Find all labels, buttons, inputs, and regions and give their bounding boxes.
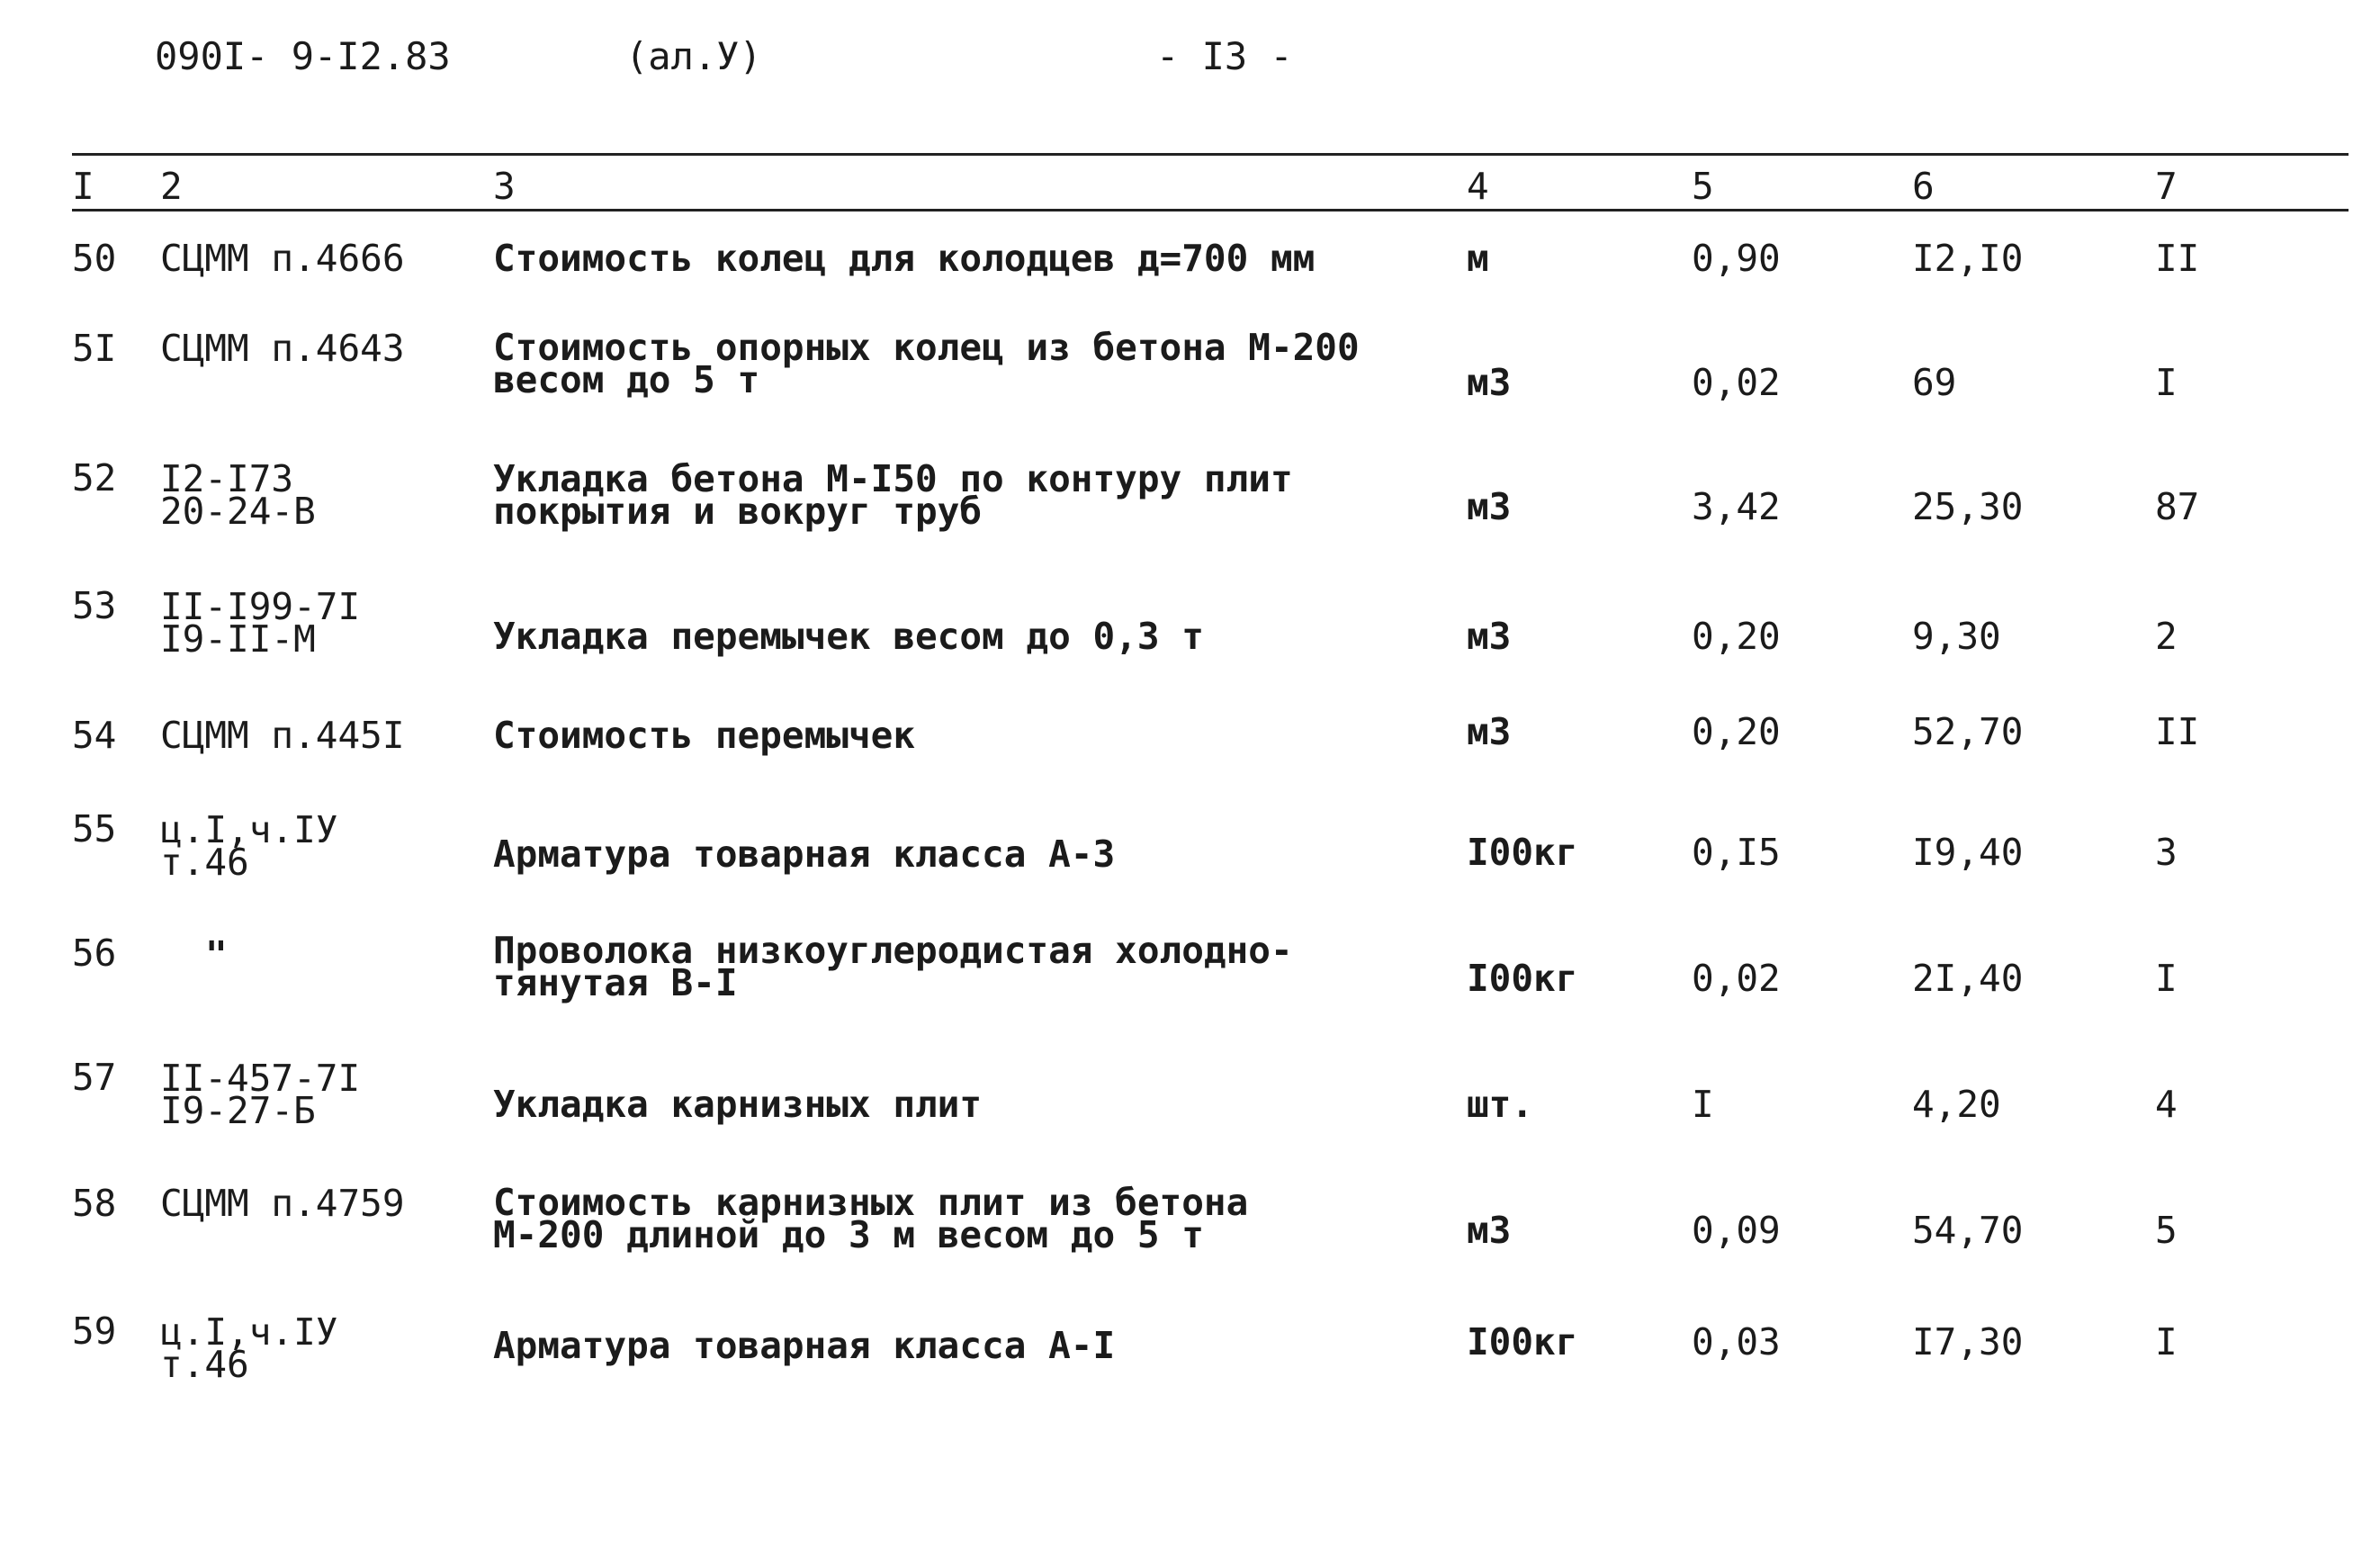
document-code: 090I- 9-I2.83 <box>155 34 451 78</box>
row-price: I2,I0 <box>1912 237 2024 280</box>
row-number: 5I <box>72 327 117 370</box>
row-unit: м <box>1467 237 1489 280</box>
row-unit: шт. <box>1467 1083 1534 1126</box>
row-total: 5 <box>2155 1209 2178 1252</box>
row-price: 69 <box>1912 361 1957 404</box>
row-description: Укладка перемычек весом до 0,3 т <box>493 615 1204 658</box>
row-quantity: 0,20 <box>1692 615 1781 658</box>
row-number: 57 <box>72 1056 117 1099</box>
row-price: 25,30 <box>1912 485 2024 528</box>
row-description: Стоимость карнизных плит из бетона М-200 длиной до 3 м весом до 5 т <box>493 1181 1249 1256</box>
row-number: 53 <box>72 584 117 627</box>
row-code: СЦММ п.4643 <box>160 327 405 370</box>
row-quantity: 0,03 <box>1692 1320 1781 1364</box>
row-total: 4 <box>2155 1083 2178 1126</box>
row-unit: м3 <box>1467 485 1512 528</box>
row-code: II-457-7I I9-27-Б <box>160 1057 361 1132</box>
row-number: 54 <box>72 714 117 757</box>
row-total: II <box>2155 237 2200 280</box>
row-price: 9,30 <box>1912 615 2001 658</box>
row-total: 3 <box>2155 831 2178 874</box>
row-unit: I00кг <box>1467 1320 1578 1364</box>
row-code: ц.I,ч.IУ т.46 <box>160 1310 338 1386</box>
column-header-4: 4 <box>1467 165 1489 208</box>
row-description: Укладка бетона М-I50 по контуру плит покрытия и вокруг труб <box>493 457 1293 533</box>
row-quantity: 0,02 <box>1692 957 1781 1000</box>
row-quantity: 0,90 <box>1692 237 1781 280</box>
page-number: - I3 - <box>1156 34 1293 78</box>
row-total: I <box>2155 361 2178 404</box>
row-quantity: I <box>1692 1083 1714 1126</box>
row-price: I7,30 <box>1912 1320 2024 1364</box>
row-code: СЦММ п.4666 <box>160 237 405 280</box>
row-code: II-I99-7I I9-II-М <box>160 585 361 661</box>
row-price: 54,70 <box>1912 1209 2024 1252</box>
row-number: 58 <box>72 1182 117 1225</box>
row-number: 59 <box>72 1310 117 1353</box>
column-header-6: 6 <box>1912 165 1935 208</box>
row-unit: м3 <box>1467 615 1512 658</box>
row-unit: I00кг <box>1467 957 1578 1000</box>
row-description: Арматура товарная класса А-3 <box>493 832 1116 876</box>
row-description: Стоимость колец для колодцев д=700 мм <box>493 237 1316 280</box>
row-unit: м3 <box>1467 361 1512 404</box>
row-code: " <box>205 933 228 976</box>
column-header-7: 7 <box>2155 165 2178 208</box>
row-price: I9,40 <box>1912 831 2024 874</box>
row-quantity: 0,I5 <box>1692 831 1781 874</box>
row-total: I <box>2155 957 2178 1000</box>
row-price: 52,70 <box>1912 710 2024 753</box>
row-quantity: 3,42 <box>1692 485 1781 528</box>
column-header-3: 3 <box>493 165 516 208</box>
row-unit: м3 <box>1467 1209 1512 1252</box>
row-number: 50 <box>72 237 117 280</box>
row-description: Арматура товарная класса А-I <box>493 1324 1116 1367</box>
column-header-1: I <box>72 165 94 208</box>
row-unit: I00кг <box>1467 831 1578 874</box>
column-header-5: 5 <box>1692 165 1714 208</box>
row-code: ц.I,ч.IУ т.46 <box>160 808 338 884</box>
row-code: I2-I73 20-24-В <box>160 457 316 533</box>
row-number: 55 <box>72 807 117 850</box>
row-description: Проволока низкоуглеродистая холодно- тянутая В-I <box>493 929 1293 1004</box>
sheet-label: (ал.У) <box>625 34 762 78</box>
row-description: Укладка карнизных плит <box>493 1083 983 1126</box>
row-price: 2I,40 <box>1912 957 2024 1000</box>
row-quantity: 0,20 <box>1692 710 1781 753</box>
row-total: II <box>2155 710 2200 753</box>
row-price: 4,20 <box>1912 1083 2001 1126</box>
row-description: Стоимость опорных колец из бетона М-200 весом до 5 т <box>493 326 1360 401</box>
row-total: I <box>2155 1320 2178 1364</box>
row-description: Стоимость перемычек <box>493 714 915 757</box>
row-code: СЦММ п.445I <box>160 714 405 757</box>
row-number: 52 <box>72 456 117 500</box>
row-quantity: 0,02 <box>1692 361 1781 404</box>
row-quantity: 0,09 <box>1692 1209 1781 1252</box>
row-number: 56 <box>72 932 117 975</box>
column-header-2: 2 <box>160 165 183 208</box>
row-total: 87 <box>2155 485 2200 528</box>
row-unit: м3 <box>1467 710 1512 753</box>
row-code: СЦММ п.4759 <box>160 1182 405 1225</box>
row-total: 2 <box>2155 615 2178 658</box>
